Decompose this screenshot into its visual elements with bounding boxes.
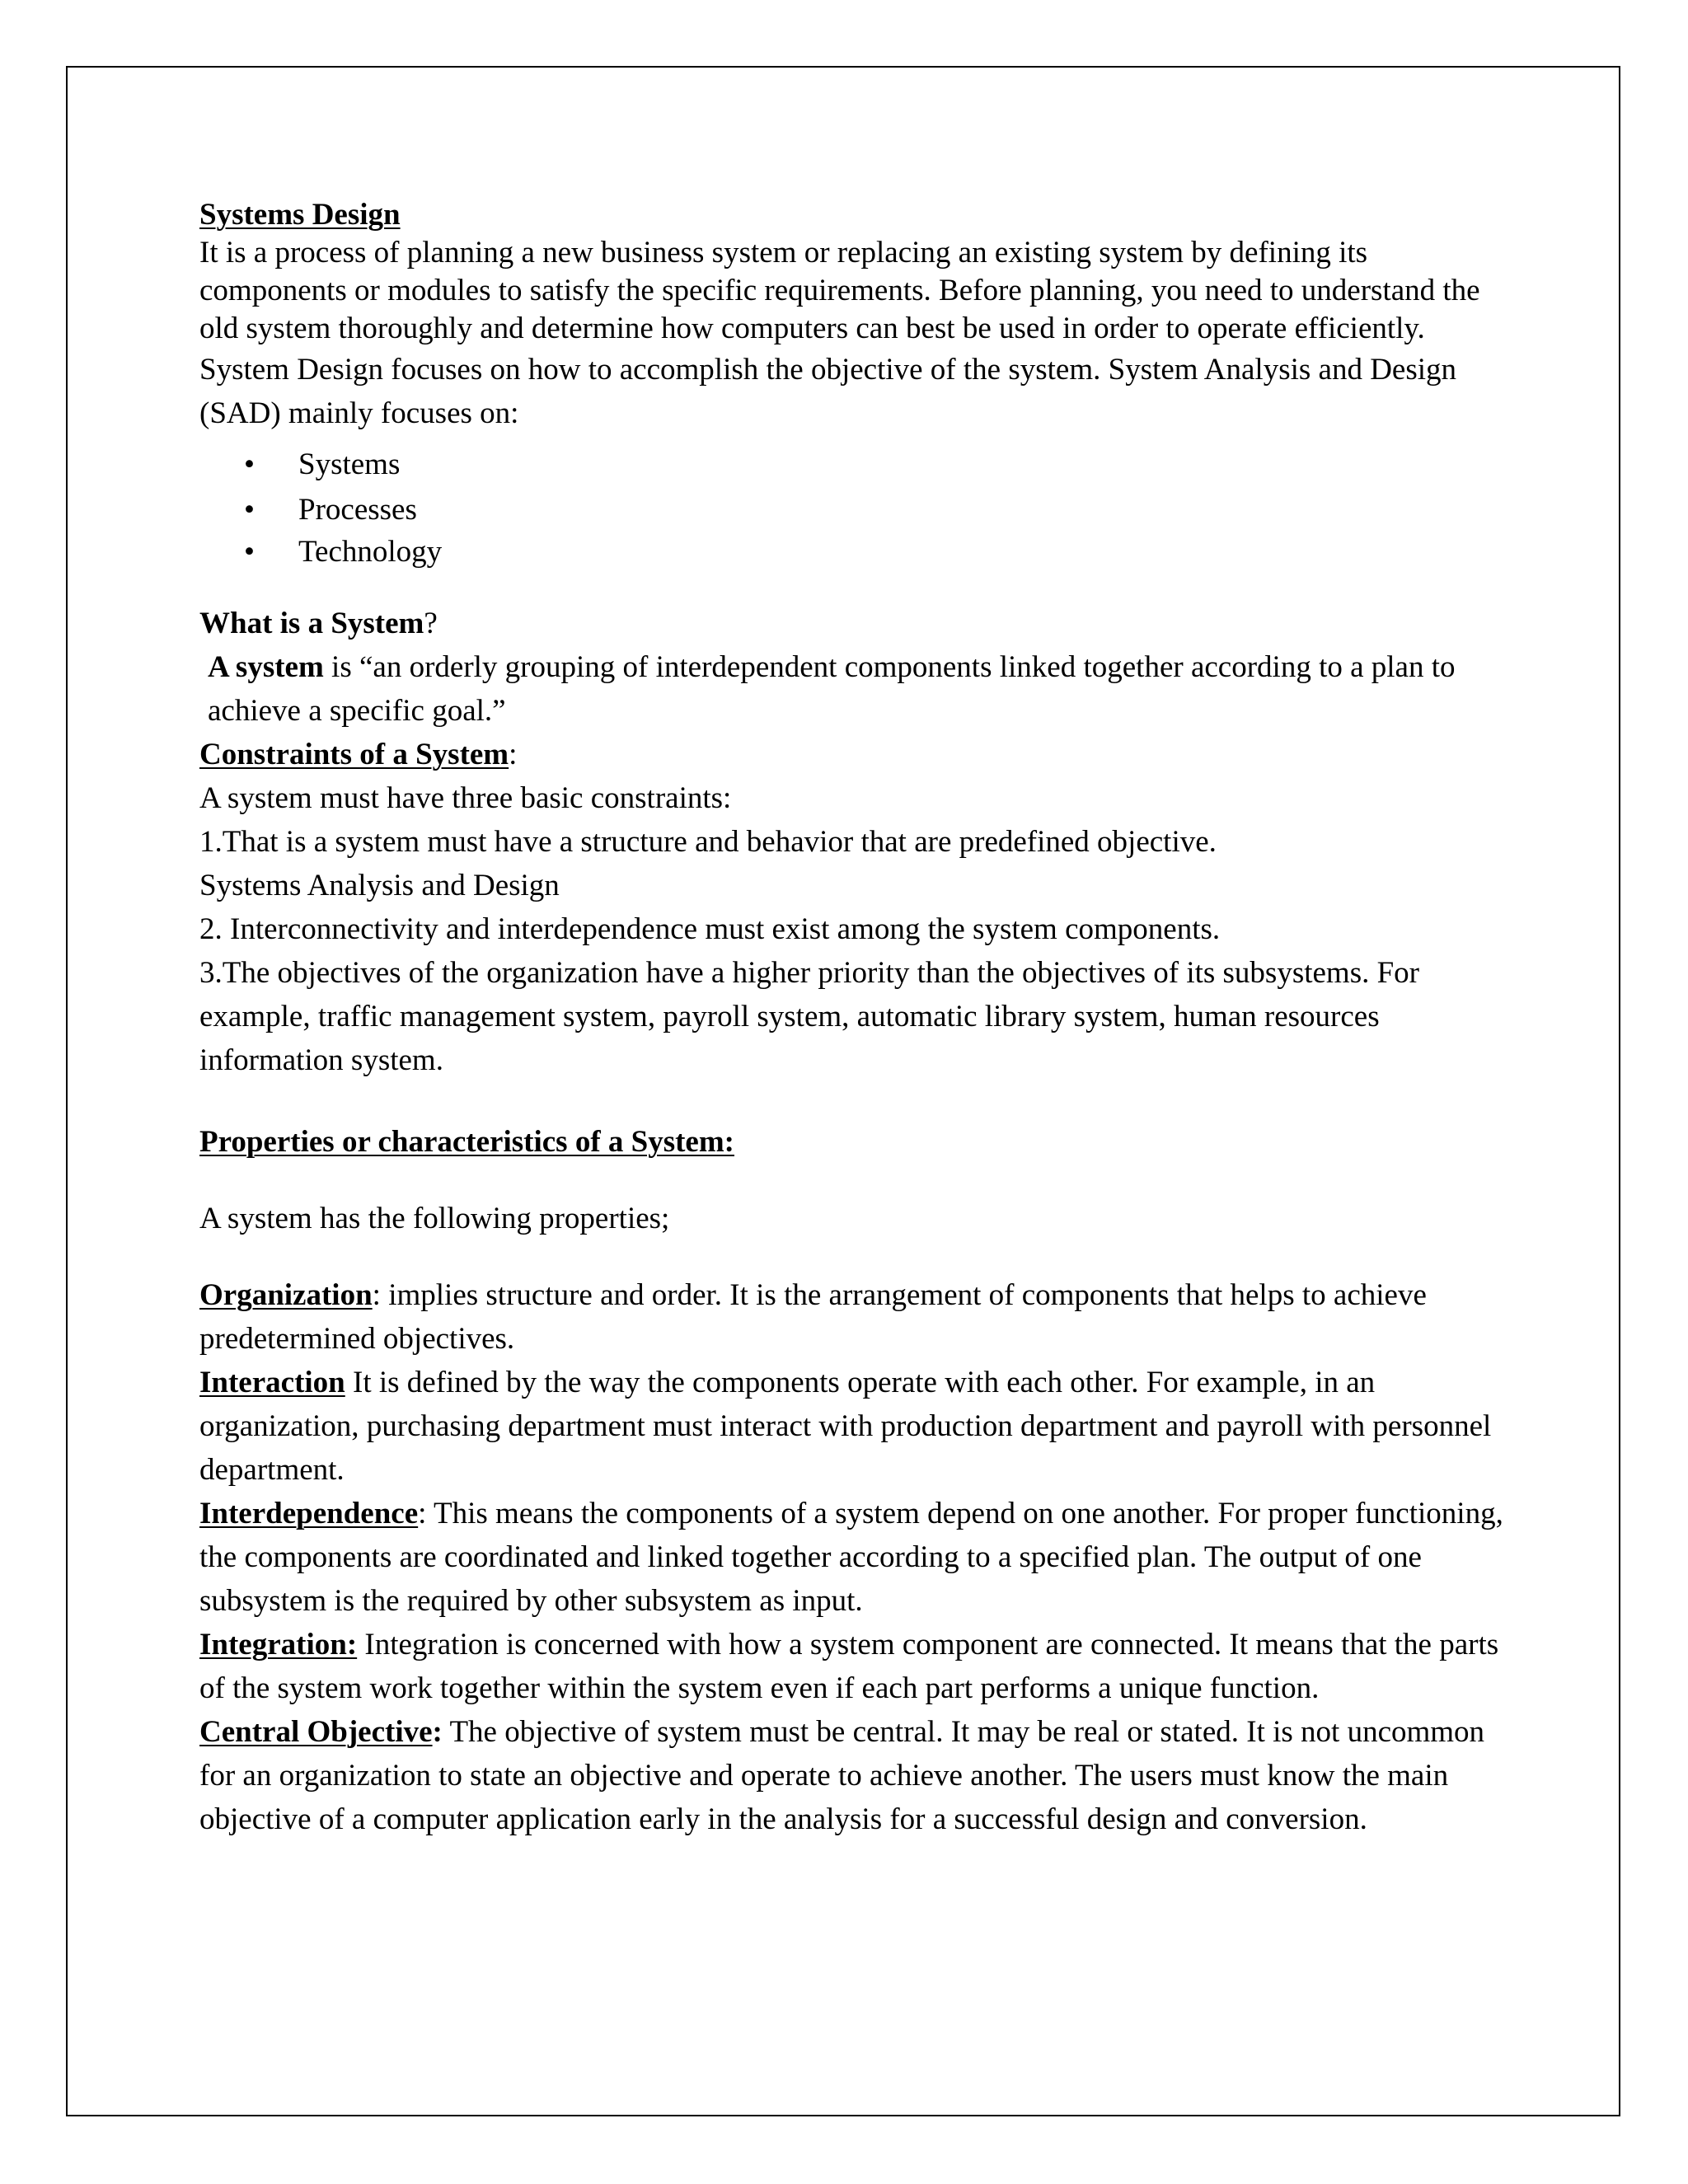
property-interdependence: Interdependence: This means the components of a system depend on one another. For proper functioning, the components are coordinated and linked together according to a specified plan. The output of one subsystem is the required by other subsystem as input. xyxy=(199,1497,1503,1618)
heading-constraints: Constraints of a System: xyxy=(199,738,518,771)
list-item: • Processes xyxy=(199,487,1510,532)
properties-intro: A system has the following properties; xyxy=(199,1202,670,1235)
constraint-1: 1.That is a system must have a structure and behavior that are predefined objective. xyxy=(199,825,1217,859)
paragraph-sad-focus: System Design focuses on how to accomplish the objective of the system. System Analysis and Design (SAD) mainly focuses on: xyxy=(199,353,1457,430)
constraint-3: 3.The objectives of the organization have a higher priority than the objectives of its subsystems. For example, traffic management system, payroll system, automatic library system, human resources information system. xyxy=(199,956,1419,1077)
list-item: • Technology xyxy=(199,532,1510,572)
sad-focus-list xyxy=(199,442,1510,572)
paragraph-system-definition: A system is “an orderly grouping of interdependent components linked together according to a plan to achieve a specific goal.” xyxy=(208,650,1456,728)
section-what-is-system xyxy=(199,602,1510,1082)
constraint-2: 2. Interconnectivity and interdependence must exist among the system components. xyxy=(199,912,1221,946)
heading-systems-design: Systems Design xyxy=(199,198,401,232)
list-item: • Systems xyxy=(199,442,1510,487)
heading-what-is-system: What is a System? xyxy=(199,607,438,640)
property-organization: Organization: implies structure and order. It is the arrangement of components that helps to achieve predetermined objectives. xyxy=(199,1278,1427,1356)
bullet-icon: • xyxy=(244,448,255,481)
section-systems-design xyxy=(199,196,1510,348)
property-interaction: Interaction It is defined by the way the components operate with each other. For example, in an organization, purchasing department must interact with production department and payroll with personnel department. xyxy=(199,1366,1492,1487)
constraint-note: Systems Analysis and Design xyxy=(199,869,560,902)
document-body xyxy=(199,196,1510,1841)
bullet-icon: • xyxy=(244,493,255,527)
properties-list xyxy=(199,1273,1510,1841)
paragraph-process-definition: It is a process of planning a new business system or replacing an existing system by defining its components or modules to satisfy the specific requirements. Before planning, you need to understand the old system thoroughly and determine how computers can best be used in order to operate efficiently. xyxy=(199,236,1480,345)
heading-properties: Properties or characteristics of a System: xyxy=(199,1125,734,1159)
property-central-objective: Central Objective: The objective of system must be central. It may be real or stated. It is not uncommon for an organization to state an objective and operate to achieve another. The users must know the main objective of a computer application early in the analysis for a successful design and conversion. xyxy=(199,1715,1485,1836)
property-integration: Integration: Integration is concerned with how a system component are connected. It means that the parts of the system work together within the system even if each part performs a unique function. xyxy=(199,1628,1499,1705)
constraints-intro: A system must have three basic constraints: xyxy=(199,781,732,815)
bullet-icon: • xyxy=(244,535,255,569)
